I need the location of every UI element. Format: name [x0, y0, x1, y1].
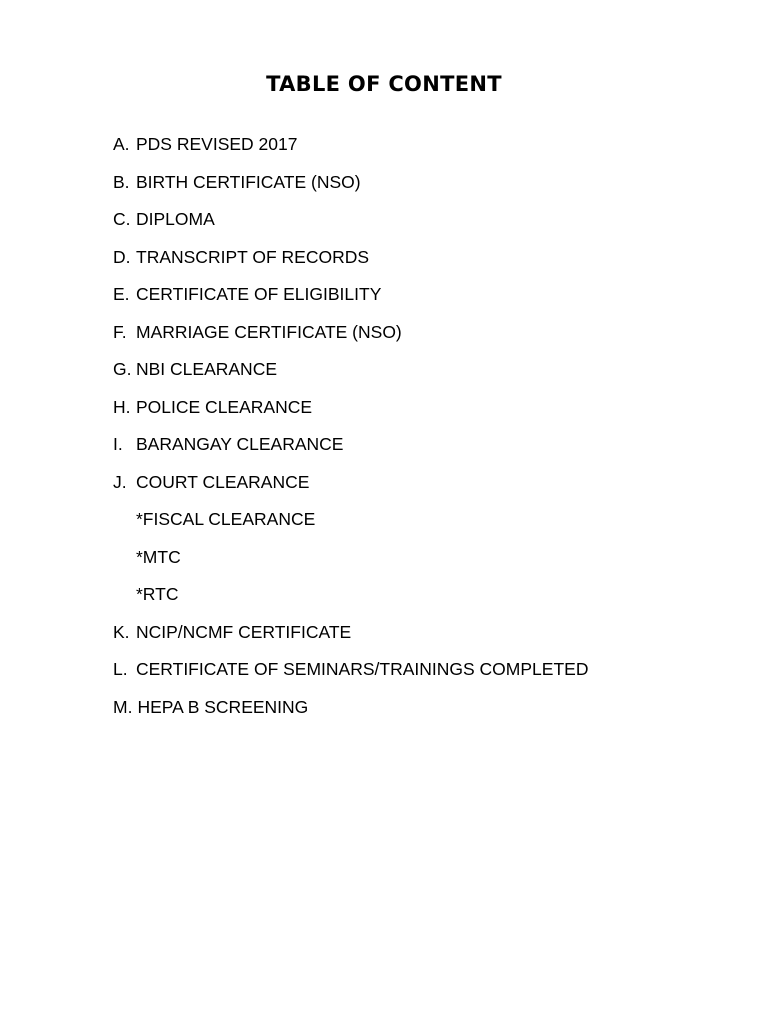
toc-marker: E.: [113, 284, 130, 304]
toc-text: DIPLOMA: [136, 209, 215, 229]
toc-list: [113, 126, 588, 726]
toc-marker: M.: [113, 696, 133, 717]
toc-marker: H.: [113, 396, 131, 417]
toc-marker: B.: [113, 171, 130, 192]
toc-text: COURT CLEARANCE: [136, 471, 310, 492]
toc-text: NCIP/NCMF CERTIFICATE: [136, 621, 352, 642]
toc-text: BARANGAY CLEARANCE: [136, 434, 344, 454]
toc-marker: [113, 501, 136, 539]
toc-item-i: [113, 426, 588, 464]
toc-item-l: [113, 651, 588, 689]
toc-item-b: [113, 164, 588, 202]
toc-text: *RTC: [136, 584, 179, 604]
toc-item-d: [113, 239, 588, 277]
toc-text: HEPA B SCREENING: [137, 696, 309, 717]
toc-text: TRANSCRIPT OF RECORDS: [136, 246, 370, 267]
toc-text: POLICE CLEARANCE: [136, 396, 313, 417]
toc-marker: K.: [113, 621, 130, 642]
toc-marker: I.: [113, 434, 123, 454]
toc-text: PDS REVISED 2017: [136, 134, 298, 154]
toc-text: CERTIFICATE OF ELIGIBILITY: [136, 284, 382, 304]
toc-text: MARRIAGE CERTIFICATE (NSO): [136, 321, 402, 342]
toc-item-h: [113, 389, 588, 427]
toc-text: NBI CLEARANCE: [136, 359, 278, 379]
toc-marker: J.: [113, 471, 127, 492]
toc-marker: [113, 576, 136, 614]
toc-item-g: [113, 351, 588, 389]
toc-marker: G.: [113, 359, 132, 379]
toc-subitem-mtc: [113, 539, 588, 577]
toc-marker: F.: [113, 321, 127, 342]
toc-subitem-fiscal: [113, 501, 588, 539]
toc-item-k: [113, 614, 588, 652]
toc-marker: A.: [113, 134, 130, 154]
toc-text: *FISCAL CLEARANCE: [136, 509, 316, 529]
page-title: TABLE OF CONTENT: [266, 72, 502, 96]
toc-text: BIRTH CERTIFICATE (NSO): [136, 171, 361, 192]
toc-item-f: [113, 314, 588, 352]
toc-item-a: [113, 126, 588, 164]
toc-marker: L.: [113, 659, 128, 679]
toc-text: CERTIFICATE OF SEMINARS/TRAININGS COMPLETED: [136, 659, 589, 679]
toc-text: *MTC: [136, 546, 181, 567]
toc-item-c: [113, 201, 588, 239]
toc-marker: D.: [113, 246, 131, 267]
toc-item-e: [113, 276, 588, 314]
toc-subitem-rtc: [113, 576, 588, 614]
toc-item-m: [113, 689, 588, 727]
toc-marker: C.: [113, 209, 131, 229]
toc-item-j: [113, 464, 588, 502]
toc-marker: [113, 539, 136, 577]
